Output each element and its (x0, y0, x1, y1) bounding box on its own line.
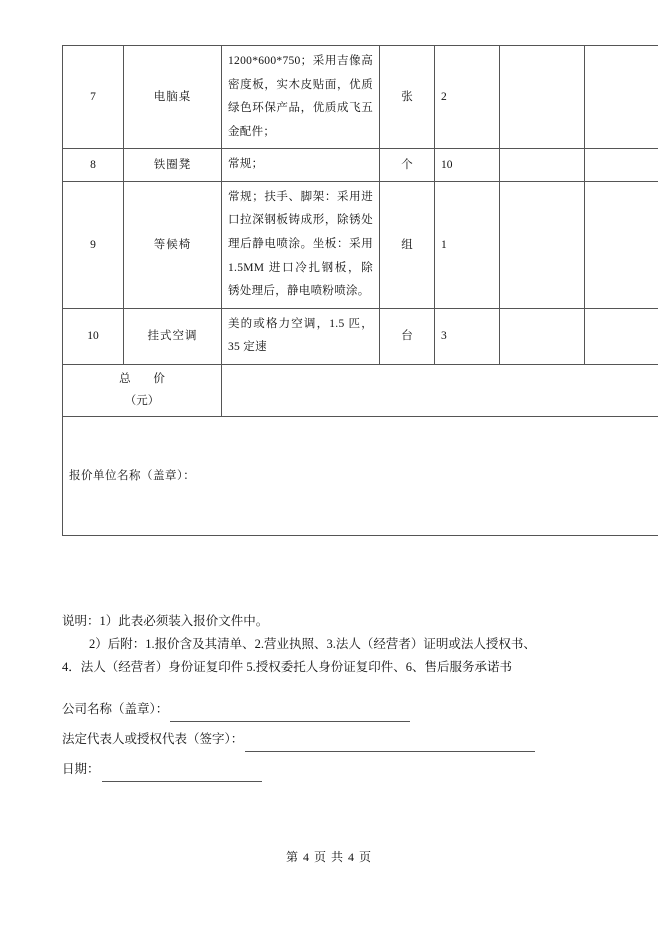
row-specification: 美的或格力空调，1.5 匹，35 定速 (222, 308, 380, 364)
company-name-field[interactable] (170, 708, 410, 722)
date-field[interactable] (102, 768, 262, 782)
row-unit: 个 (380, 149, 435, 182)
total-value-cell (222, 364, 658, 417)
row-item-name: 等候椅 (124, 181, 222, 308)
row-item-name: 电脑桌 (124, 46, 222, 149)
representative-field[interactable] (245, 738, 535, 752)
row-quantity: 1 (435, 181, 500, 308)
row-amount (585, 308, 658, 364)
row-amount (585, 149, 658, 182)
table-total-row (63, 364, 658, 417)
total-label-cell (63, 364, 222, 417)
row-item-name: 挂式空调 (124, 308, 222, 364)
company-name-row (62, 697, 602, 722)
row-specification: 常规； (222, 149, 380, 182)
notes-block (62, 610, 602, 679)
quotation-table (62, 45, 658, 536)
row-quantity: 10 (435, 149, 500, 182)
row-number: 9 (63, 181, 124, 308)
total-label-line1: 总 价 (119, 372, 175, 385)
row-amount (585, 181, 658, 308)
row-number: 10 (63, 308, 124, 364)
table-row (63, 149, 658, 182)
row-amount (585, 46, 658, 149)
row-unit: 组 (380, 181, 435, 308)
total-label-line2: （元） (124, 394, 160, 407)
table-row (63, 46, 658, 149)
row-quantity: 2 (435, 46, 500, 149)
row-unit-price (500, 46, 585, 149)
quotation-unit-seal-cell: 报价单位名称（盖章）： (63, 417, 658, 536)
page-footer: 第 4 页 共 4 页 (285, 850, 372, 864)
row-item-name: 铁圈凳 (124, 149, 222, 182)
note-line-3: 4．法人（经营者）身份证复印件 5.授权委托人身份证复印件、6、售后服务承诺书 (62, 660, 513, 675)
row-specification: 1200*600*750；采用吉像高密度板，实木皮贴面，优质绿色环保产品，优质成飞五金配件； (222, 46, 380, 149)
note-line-2: 2）后附：1.报价含及其清单、2.营业执照、3.法人（经营者）证明或法人授权书、 (89, 637, 536, 652)
row-specification: 常规；扶手、脚架：采用进口拉深钢板铸成形，除锈处理后静电喷涂。坐板：采用 1.5MM 进口冷扎钢板，除锈处理后，静电喷粉喷涂。 (222, 181, 380, 308)
row-unit-price (500, 149, 585, 182)
row-number: 8 (63, 149, 124, 182)
representative-row (62, 727, 602, 752)
row-unit: 张 (380, 46, 435, 149)
note-line-1: 说明：1）此表必须装入报价文件中。 (62, 614, 269, 628)
signature-block (62, 697, 602, 787)
date-row (62, 757, 602, 782)
date-label: 日期： (62, 762, 100, 776)
table-row (63, 181, 658, 308)
representative-label: 法定代表人或授权代表（签字）： (62, 732, 244, 746)
row-unit-price (500, 308, 585, 364)
row-number: 7 (63, 46, 124, 149)
company-name-label: 公司名称（盖章）： (62, 702, 169, 716)
row-quantity: 3 (435, 308, 500, 364)
row-unit-price (500, 181, 585, 308)
table-row (63, 308, 658, 364)
table-signature-row (63, 417, 658, 536)
row-unit: 台 (380, 308, 435, 364)
